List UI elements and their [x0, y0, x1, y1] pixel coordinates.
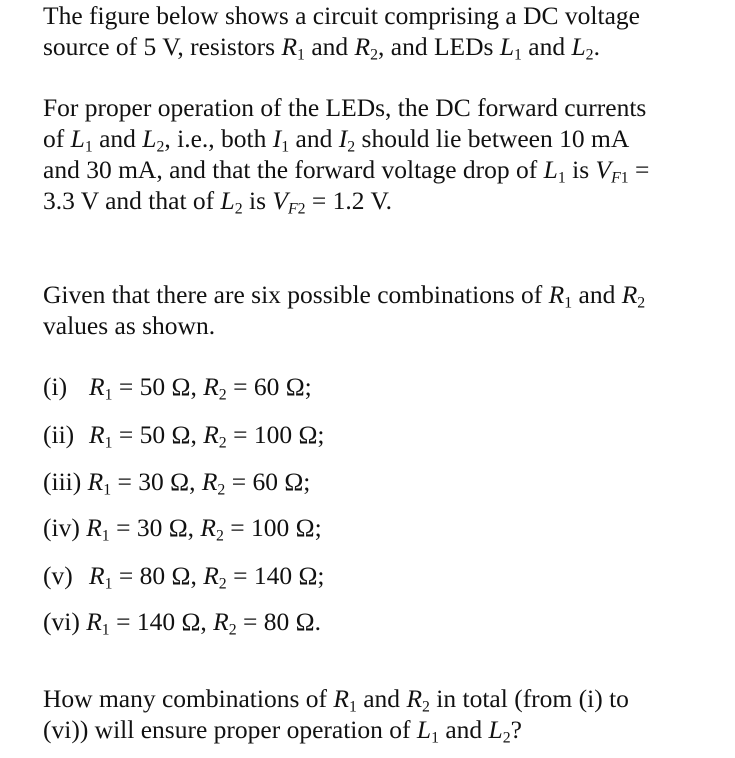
option-end: ;	[317, 420, 325, 449]
option-label: (iii)	[43, 467, 82, 496]
option-label: (i)	[43, 372, 68, 401]
option-r2: 140 Ω	[253, 561, 318, 590]
combinations-line-2: values as shown.	[43, 311, 216, 340]
conditions-line-4: 3.3 V and that of $L_2$ is $V_{F2} = 1.2$ V.	[43, 186, 392, 218]
conditions-line-3: and 30 mA, and that the forward voltage drop of $L_1$ is $V_{F1}$ =	[43, 155, 650, 187]
option-r1: 50 Ω	[139, 420, 191, 449]
option-r2: 60 Ω	[253, 372, 305, 401]
option-iii: (iii) $R_1 = 30$ Ω, $R_2 = 60$ Ω;	[43, 467, 311, 499]
question-line-2: (vi)) will ensure proper operation of $L_1$ and $L_2$?	[43, 715, 522, 747]
option-label: (vi)	[43, 607, 80, 636]
question-line-1: How many combinations of $R_1$ and $R_2$ in total (from (i) to	[43, 684, 629, 716]
option-r1: 80 Ω	[139, 561, 191, 590]
option-r2: 60 Ω	[252, 467, 304, 496]
intro-line-2: source of 5 V, resistors $R_1$ and $R_2$, and LEDs $L_1$ and $L_2$.	[43, 32, 600, 64]
option-r2: 100 Ω	[253, 420, 318, 449]
combinations-line-1: Given that there are six possible combinations of $R_1$ and $R_2$	[43, 280, 646, 312]
option-ii: (ii) $R_1 = 50$ Ω, $R_2 = 100$ Ω;	[43, 420, 325, 452]
option-end: ;	[317, 561, 325, 590]
option-r2: 80 Ω	[263, 607, 315, 636]
option-end: .	[314, 607, 321, 636]
option-end: ;	[314, 513, 322, 542]
combinations-paragraph	[43, 279, 645, 341]
option-r1: 30 Ω	[138, 467, 190, 496]
option-end: ;	[303, 467, 311, 496]
option-label: (v)	[43, 561, 73, 590]
option-v: (v) $R_1 = 80$ Ω, $R_2 = 140$ Ω;	[43, 561, 325, 593]
option-label: (iv)	[43, 513, 80, 542]
option-r1: 50 Ω	[139, 372, 191, 401]
option-iv: (iv) $R_1 = 30$ Ω, $R_2 = 100$ Ω;	[43, 513, 322, 545]
option-r2: 100 Ω	[251, 513, 315, 542]
conditions-paragraph	[43, 92, 649, 216]
conditions-line-1: For proper operation of the LEDs, the DC forward currents	[43, 93, 647, 122]
option-end: ;	[304, 372, 312, 401]
option-r1: 30 Ω	[136, 513, 188, 542]
intro-line-1: The figure below shows a circuit comprising a DC voltage	[43, 1, 640, 30]
option-vi: (vi) $R_1 = 140$ Ω, $R_2 = 80$ Ω.	[43, 607, 321, 639]
question-paragraph	[43, 683, 629, 745]
conditions-line-2: of $L_1$ and $L_2$, i.e., both $I_1$ and $I_2$ should lie between 10 mA	[43, 124, 630, 156]
option-i: (i) $R_1 = 50$ Ω, $R_2 = 60$ Ω;	[43, 372, 312, 404]
intro-paragraph	[43, 0, 640, 62]
option-r1: 140 Ω	[136, 607, 201, 636]
option-label: (ii)	[43, 420, 75, 449]
